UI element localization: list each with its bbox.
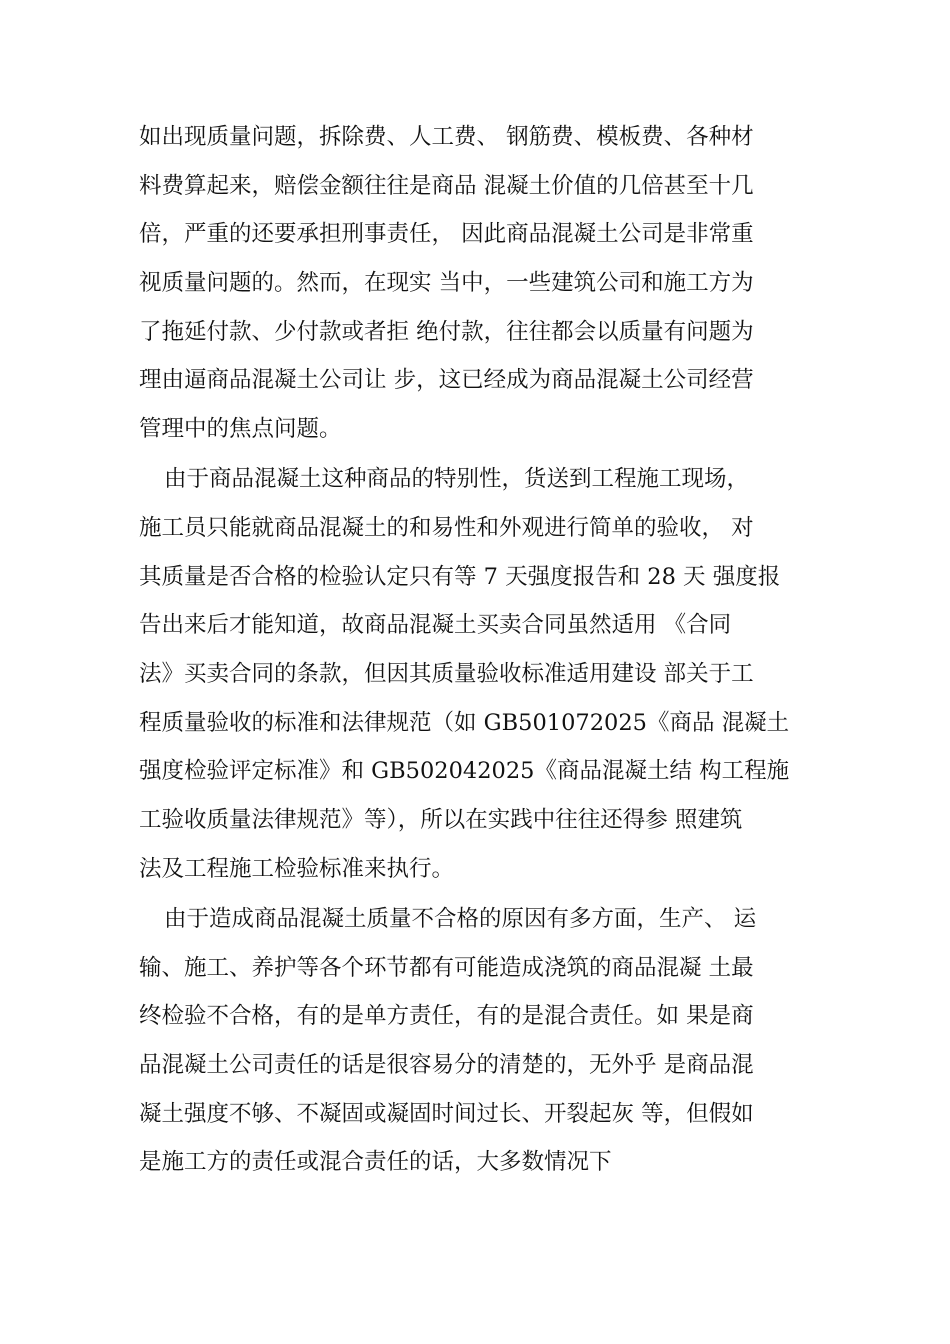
text-line: 管理中的焦点问题。 (139, 416, 342, 443)
text-line: 工验收质量法律规范》等），所以在实践中往往还得参 照建筑 (139, 807, 743, 834)
text-line: 强度检验评定标准》和 GB502042025《商品混凝土结 构工程施 (139, 758, 790, 785)
text-line: 了拖延付款、少付款或者拒 绝付款，往往都会以质量有问题为 (139, 318, 754, 345)
text-line: 法》买卖合同的条款，但因其质量验收标准适用建设 部关于工 (139, 661, 754, 688)
text-line: 程质量验收的标准和法律规范（如 GB501072025《商品 混凝土 (139, 709, 790, 736)
text-line: 法及工程施工检验标准来执行。 (139, 855, 455, 882)
text-line: 视质量问题的。然而，在现实 当中，一些建筑公司和施工方为 (139, 270, 754, 297)
paragraph-2 (139, 455, 839, 893)
paragraph-3 (139, 895, 839, 1187)
text-line: 终检验不合格，有的是单方责任，有的是混合责任。如 果是商 (139, 1003, 754, 1030)
text-line: 由于造成商品混凝土质量不合格的原因有多方面，生产、 运 (164, 906, 757, 932)
text-line: 告出来后才能知道，故商品混凝土买卖合同虽然适用 《合同 (139, 612, 732, 639)
text-line: 施工员只能就商品混凝土的和易性和外观进行简单的验收， 对 (139, 515, 754, 541)
text-line: 品混凝土公司责任的话是很容易分的清楚的，无外乎 是商品混 (139, 1052, 754, 1079)
paragraph-1 (139, 113, 839, 454)
body-text (139, 113, 839, 1187)
text-line: 其质量是否合格的检验认定只有等 7 天强度报告和 28 天 强度报 (139, 563, 781, 590)
text-line: 料费算起来，赔偿金额往往是商品 混凝土价值的几倍甚至十几 (139, 172, 754, 199)
text-line: 理由逼商品混凝土公司让 步，这已经成为商品混凝土公司经营 (139, 367, 754, 394)
text-line: 凝土强度不够、不凝固或凝固时间过长、开裂起灰 等，但假如 (139, 1100, 754, 1127)
text-line: 由于商品混凝土这种商品的特别性，货送到工程施工现场， (164, 466, 750, 493)
text-line: 输、施工、养护等各个环节都有可能造成浇筑的商品混凝 土最 (139, 954, 754, 981)
text-line: 如出现质量问题，拆除费、人工费、 钢筋费、模板费、各种材 (139, 124, 754, 150)
text-line: 倍，严重的还要承担刑事责任， 因此商品混凝土公司是非常重 (139, 221, 754, 248)
text-line: 是施工方的责任或混合责任的话，大多数情况下 (139, 1149, 612, 1176)
